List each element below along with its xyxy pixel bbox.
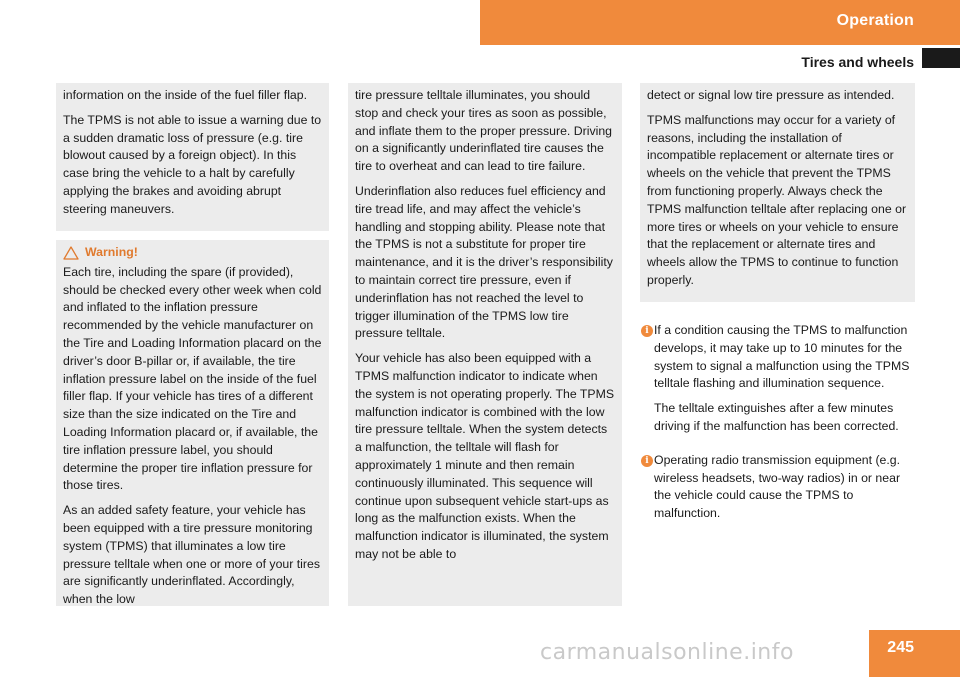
page-number: 245 [887,639,914,656]
info-icon: i [641,455,653,467]
section-title: Tires and wheels [801,54,914,70]
paragraph: The TPMS is not able to issue a warning due to a sudden dramatic loss of pressure (e.g. tire blowout caused by a foreign object). In this case bring the vehicle to a halt by carefully applying the brakes and avoiding abrupt steering maneuvers. [63,112,322,216]
section-marker-tab [922,48,960,68]
paragraph: Underinflation also reduces fuel efficiency and tire tread life, and may affect the vehicle’s handling and stopping ability. Please note that the TPMS is not a substitute for proper tire maintenance, and it is the driver’s responsibility to maintain correct tire pressure, even if underinflation has not reached the level to trigger illumination of the TPMS low tire pressure telltale. [355,183,613,341]
page-number-tab [869,630,960,677]
paragraph: As an added safety feature, your vehicle has been equipped with a tire pressure monitoring system (TPMS) that illuminates a low tire pressure telltale when one or more of your tires are significantly underinflated. Accordingly, when the low [63,503,320,606]
info-note [641,322,919,436]
chapter-title: Operation [836,12,914,29]
paragraph: Your vehicle has also been equipped with a TPMS malfunction indicator to indicate when the system is not operating properly. The TPMS malfunction indicator is combined with the low tire pressure telltale. When the system detects a malfunction, the telltale will flash for approximately 1 minute and then remain continuously illuminated. This sequence will continue upon subsequent vehicle start-ups as long as the malfunction exists. When the malfunction indicator is illuminated, the system may not be able to [355,351,615,561]
chapter-header-tab [480,0,960,45]
paragraph: TPMS malfunctions may occur for a variety of reasons, including the installation of incompatible replacement or alternate tires or wheels on the vehicle that prevent the TPMS from functioning properly. Always check the TPMS malfunction telltale after replacing one or more tires or wheels on your vehicle to ensure that the replacement or alternate tires and wheels allow the TPMS to continue to function properly. [647,112,907,287]
warning-triangle-icon [63,246,79,260]
paragraph: The telltale extinguishes after a few minutes driving if the malfunction has been corrected. [654,401,899,433]
notes-section [641,322,919,539]
paragraph: tire pressure telltale illuminates, you should stop and check your tires as soon as possible, and inflate them to the proper pressure. Driving on a significantly underinflated tire causes the tire to overheat and can lead to tire failure. [355,88,613,174]
warning-box-continued [348,83,622,606]
warning-heading [63,244,323,262]
paragraph: information on the inside of the fuel filler flap. [63,88,308,102]
watermark: carmanualsonline.info [540,640,794,665]
paragraph: Each tire, including the spare (if provided), should be checked every other week when cold and inflated to the inflation pressure recommended by the vehicle manufacturer on the Tire and Loading Information placard on the driver’s door B-pillar or, if available, the tire inflation pressure label on the inside of the fuel filler flap. If your vehicle has tires of a different size than the size indicated on the Tire and Loading Information placard or, if available, the tire inflation pressure label, you should determine the proper tire inflation pressure for those tires. [63,264,322,493]
paragraph: If a condition causing the TPMS to malfunction develops, it may take up to 10 minutes for the system to signal a malfunction using the TPMS telltale flashing and illumination sequence. [654,323,910,391]
info-note [641,452,919,523]
warning-box [56,240,329,606]
info-box-fuel-flap [56,83,329,231]
warning-box-continued-2 [640,83,915,302]
paragraph: Operating radio transmission equipment (e.g. wireless headsets, two-way radios) in or near the vehicle could cause the TPMS to malfunction. [654,452,901,521]
warning-label: Warning! [85,245,138,259]
paragraph: detect or signal low tire pressure as intended. [647,88,895,102]
info-icon: i [641,325,653,337]
